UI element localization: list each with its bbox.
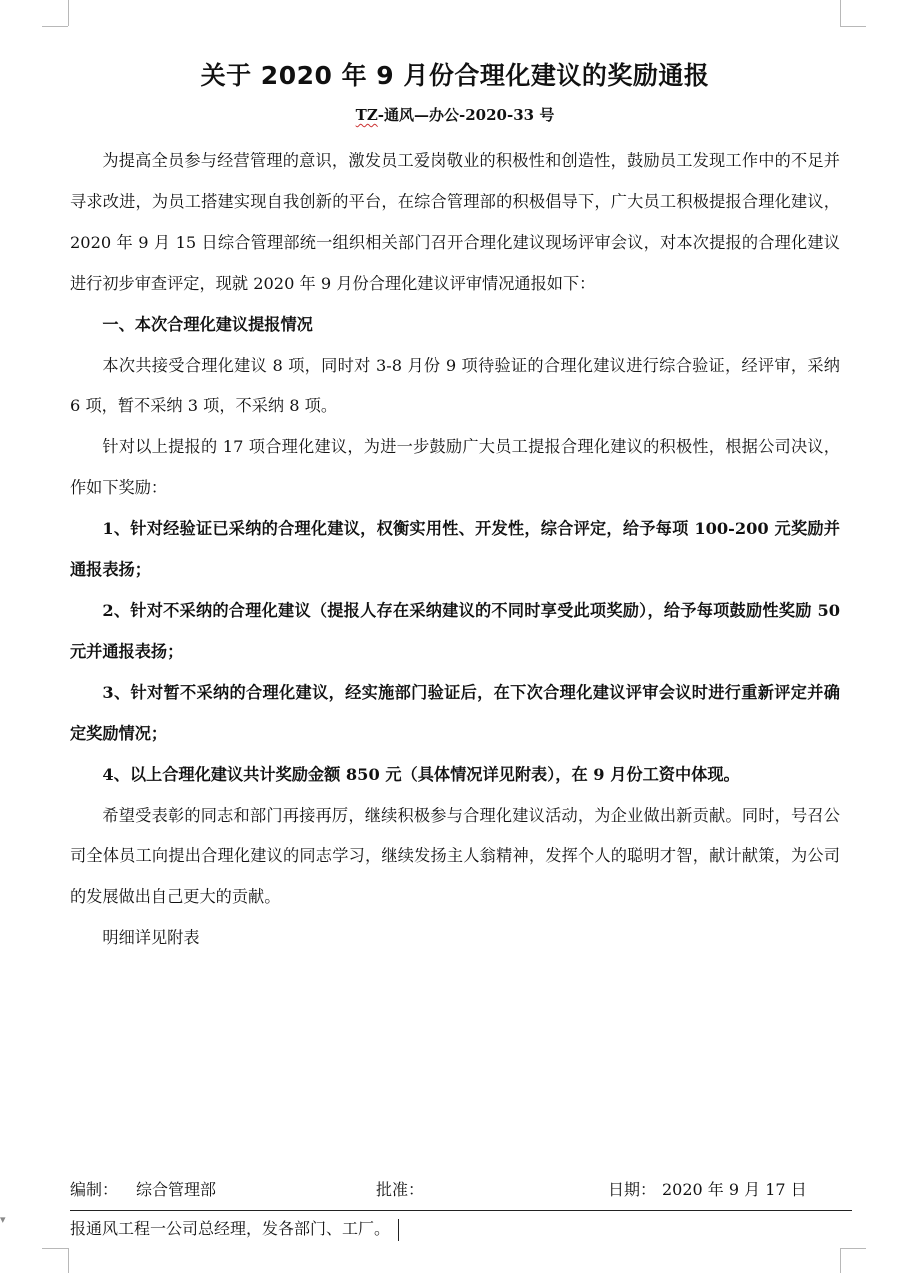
- body-paragraph: 针对以上提报的 17 项合理化建议，为进一步鼓励广大员工提报合理化建议的积极性，根据公司决议，作如下奖励：: [70, 437, 840, 498]
- crop-mark: [42, 26, 68, 27]
- attachment-note: 明细详见附表: [102, 928, 200, 948]
- compiler-value: 综合管理部: [136, 1180, 217, 1199]
- approver-label: 批准：: [376, 1180, 425, 1199]
- intro-paragraph: 为提高全员参与经营管理的意识，激发员工爱岗敬业的积极性和创造性，鼓励员工发现工作中的不足并寻求改进，为员工搭建实现自我创新的平台，在综合管理部的积极倡导下，广大员工积极提报合理化建议，2020 年 9 月 15 日综合管理部统一组织相关部门召开合理化建议现场评审会议，对本次提报的合理化建议进行初步审查评定，现就 2020 年 9 月份合理化建议评审情况通报如下：: [70, 151, 840, 293]
- date-label: 日期：: [608, 1180, 657, 1199]
- crop-mark: [840, 26, 866, 27]
- doc-number-rest: -通风—办公-2020-33 号: [377, 106, 555, 124]
- text-cursor: [398, 1219, 399, 1241]
- document-title: 关于 2020 年 9 月份合理化建议的奖励通报: [200, 61, 710, 90]
- reward-item-2: 2、针对不采纳的合理化建议（提报人存在采纳建议的不同时享受此项奖励），给予每项鼓励性奖励 50 元并通报表扬；: [70, 600, 840, 661]
- doc-number-prefix: TZ: [355, 106, 378, 124]
- body-paragraph: 本次共接受合理化建议 8 项，同时对 3-8 月份 9 项待验证的合理化建议进行综合验证，经评审，采纳 6 项，暂不采纳 3 项，不采纳 8 项。: [70, 355, 840, 416]
- section-heading: 一、本次合理化建议提报情况: [102, 314, 313, 334]
- reward-item-4: 4、以上合理化建议共计奖励金额 850 元（具体情况详见附表），在 9 月份工资中体现。: [102, 764, 740, 784]
- signature-line: [70, 1176, 840, 1204]
- reward-item-3: 3、针对暂不采纳的合理化建议，经实施部门验证后，在下次合理化建议评审会议时进行重新评定并确定奖励情况；: [70, 682, 840, 743]
- compiler-label: 编制：: [70, 1180, 119, 1199]
- divider: [70, 1210, 852, 1211]
- margin-arrow-icon[interactable]: ▾: [0, 1213, 6, 1226]
- reward-item-1: 1、针对经验证已采纳的合理化建议，权衡实用性、开发性，综合评定，给予每项 100-200 元奖励并通报表扬；: [70, 519, 840, 580]
- crop-mark: [68, 1248, 69, 1273]
- crop-mark: [840, 0, 841, 26]
- closing-paragraph: 希望受表彰的同志和部门再接再厉，继续积极参与合理化建议活动，为企业做出新贡献。同时，号召公司全体员工向提出合理化建议的同志学习，继续发扬主人翁精神，发挥个人的聪明才智，献计献策，为公司的发展做出自己更大的贡献。: [70, 805, 840, 907]
- date-value: 2020 年 9 月 17 日: [662, 1180, 807, 1199]
- document-number: [70, 104, 840, 125]
- distribution-text: 报通风工程一公司总经理，发各部门、工厂。: [70, 1219, 391, 1238]
- distribution-line[interactable]: [70, 1215, 399, 1243]
- crop-mark: [840, 1248, 866, 1249]
- document-body: [70, 141, 840, 959]
- crop-mark: [68, 0, 69, 26]
- crop-mark: [840, 1248, 841, 1273]
- crop-mark: [42, 1248, 68, 1249]
